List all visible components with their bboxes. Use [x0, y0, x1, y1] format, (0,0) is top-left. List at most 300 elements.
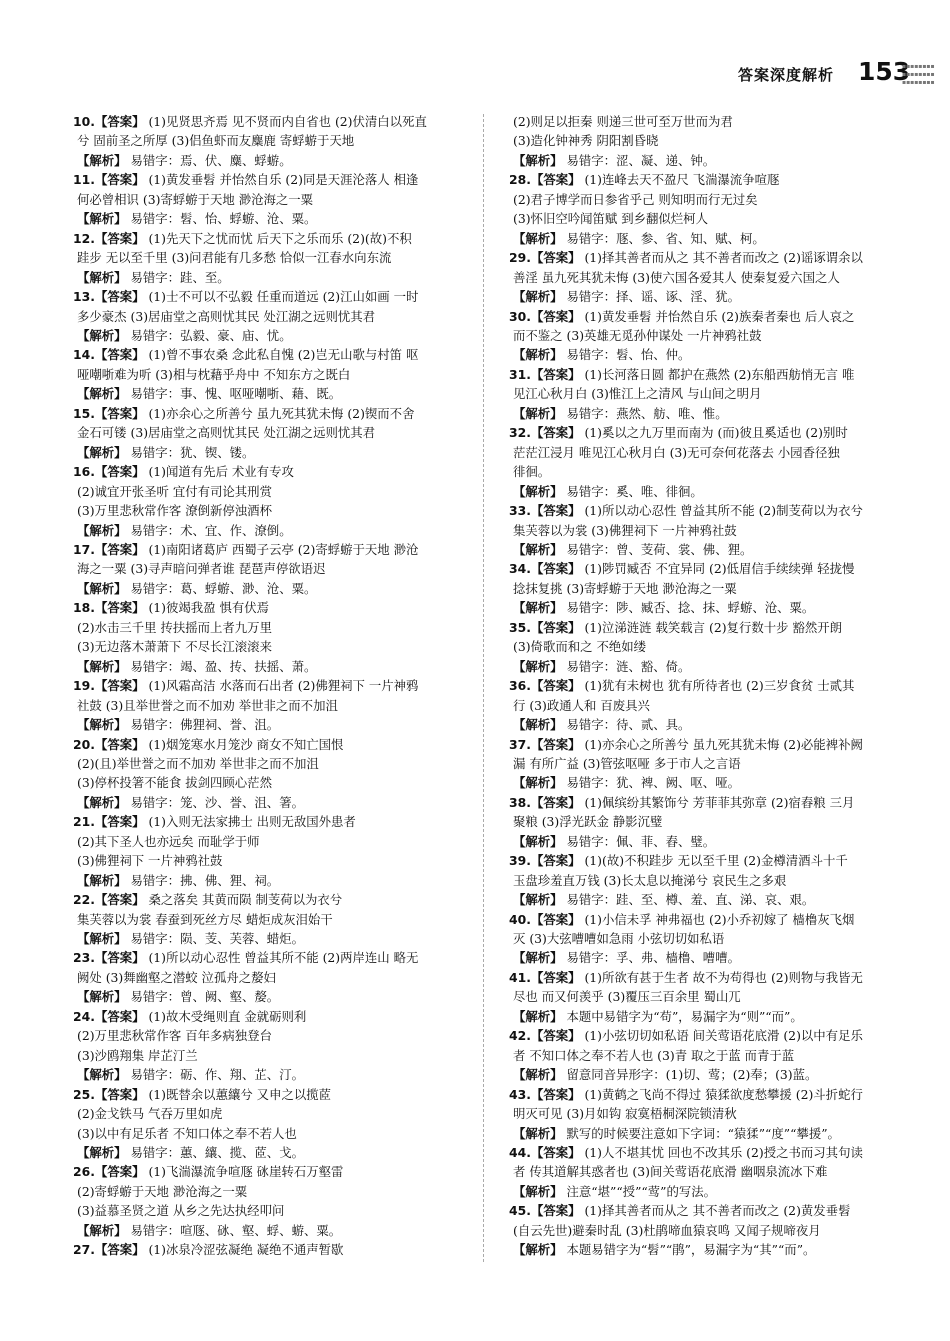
answer-text: 【答案】 (1)亦余心之所善兮 虽九死其犹未悔 (2)必能裨补阙	[530, 736, 863, 752]
question-number: 31.	[509, 366, 531, 382]
answer-text: 【答案】 (1)士不可以不弘毅 任重而道远 (2)江山如画 一时	[94, 289, 419, 305]
label-tag: 【答案】	[94, 678, 145, 694]
question-number: 19.	[73, 678, 95, 694]
continuation-line: 聚粮 (3)浮光跃金 静影沉璧	[513, 814, 663, 830]
label-tag: 【解析】	[77, 794, 127, 810]
label-tag: 【解析】	[77, 522, 127, 538]
continuation-line: 社鼓 (3)且举世誉之而不加劝 举世非之而不加沮	[77, 697, 338, 713]
answer-line	[509, 1026, 909, 1045]
answer-text: 【答案】 (1)黄发垂髫 并怡然自乐 (2)同是天涯沦落人 相逢	[94, 172, 419, 188]
label-tag: 【解析】	[77, 717, 127, 733]
label-tag: 【答案】	[94, 1164, 145, 1180]
label-tag: 【解析】	[513, 1067, 563, 1083]
explanation-text: 【解析】 本题中易错字为“苟”，易漏字为“则”“而”。	[513, 1008, 803, 1024]
label-tag: 【答案】	[530, 969, 581, 985]
explanation-text: 【解析】 易错字：髫、怡、仲。	[513, 347, 691, 363]
explanation-line	[73, 657, 473, 676]
answer-line	[73, 112, 473, 131]
explanation-text: 【解析】 易错字：曾、阙、壑、嫠。	[77, 989, 280, 1005]
continuation-line: 捻抹复挑 (3)寄蜉蝣于天地 渺沧海之一粟	[513, 580, 737, 596]
explanation-text: 【解析】 易错字：燕然、舫、唯、惟。	[513, 405, 728, 421]
answer-line	[73, 1240, 473, 1259]
right-column	[509, 112, 909, 1260]
label-tag: 【答案】	[530, 366, 581, 382]
explanation-line	[73, 871, 473, 890]
label-tag: 【解析】	[77, 1067, 127, 1083]
answer-line	[73, 1007, 473, 1026]
answer-text: 【答案】 (1)飞湍瀑流争喧豗 砯崖转石万壑雷	[94, 1164, 344, 1180]
label-tag: 【答案】	[94, 1242, 145, 1258]
answer-text: 【答案】 (1)连峰去天不盈尺 飞湍瀑流争喧豗	[530, 172, 780, 188]
question-number: 12.	[73, 230, 95, 246]
label-tag: 【答案】	[530, 1086, 581, 1102]
explanation-text: 【解析】 易错字：择、谣、诼、淫、犹。	[513, 289, 740, 305]
label-tag: 【答案】	[530, 561, 581, 577]
label-tag: 【解析】	[77, 658, 127, 674]
answer-line	[509, 793, 909, 812]
label-tag: 【答案】	[94, 464, 145, 480]
explanation-text: 【解析】 易错字：拂、佛、狸、祠。	[77, 872, 280, 888]
question-number: 40.	[509, 911, 531, 927]
answer-line	[509, 618, 909, 637]
question-number: 32.	[509, 425, 531, 441]
question-number: 34.	[509, 561, 531, 577]
answer-text: 【答案】 (1)既替余以蕙纕兮 又申之以揽茝	[94, 1086, 332, 1102]
label-tag: 【解析】	[513, 347, 563, 363]
label-tag: 【解析】	[513, 483, 563, 499]
explanation-line	[509, 1240, 909, 1259]
explanation-text: 【解析】 易错字：葛、蜉蝣、渺、沧、粟。	[77, 580, 317, 596]
explanation-text: 【解析】 易错字：犹、裨、阙、呕、哑。	[513, 775, 740, 791]
label-tag: 【答案】	[530, 172, 581, 188]
continuation-line: 而不鉴之 (3)英雄无觅孙仲谋处 一片神鸦社鼓	[513, 327, 762, 343]
answer-text: 【答案】 (1)亦余心之所善兮 虽九死其犹未悔 (2)锲而不舍	[94, 405, 415, 421]
label-tag: 【答案】	[530, 1145, 581, 1161]
answer-line	[509, 248, 909, 267]
continuation-line: 徘徊。	[513, 464, 551, 480]
continuation-line: 者 传其道解其惑者也 (3)间关莺语花底滑 幽咽泉流冰下难	[513, 1164, 828, 1180]
explanation-line	[73, 443, 473, 462]
label-tag: 【答案】	[94, 1008, 145, 1024]
answer-line	[73, 170, 473, 189]
label-tag: 【答案】	[94, 600, 145, 616]
explanation-text: 【解析】 易错字：涩、凝、递、钟。	[513, 152, 716, 168]
continuation-line: (3)益慕圣贤之道 从乡之先达执经叩问	[77, 1203, 285, 1219]
explanation-text: 【解析】 易错字：笼、沙、誉、沮、箸。	[77, 794, 304, 810]
label-tag: 【解析】	[513, 1183, 563, 1199]
answer-line	[73, 1085, 473, 1104]
answer-line	[73, 948, 473, 967]
answer-text: 【答案】 (1)入则无法家拂士 出则无敌国外患者	[94, 814, 356, 830]
explanation-line	[509, 229, 909, 248]
question-number: 27.	[73, 1242, 95, 1258]
explanation-line	[509, 287, 909, 306]
explanation-text: 【解析】 易错字：曾、芰荷、裳、佛、狸。	[513, 541, 753, 557]
explanation-text: 【解析】 易错字：蕙、纕、揽、茝、戈。	[77, 1145, 304, 1161]
question-number: 30.	[509, 308, 531, 324]
answer-line	[509, 676, 909, 695]
explanation-line	[73, 1065, 473, 1084]
explanation-line	[73, 987, 473, 1006]
answer-text: 【答案】 (1)曾不事农桑 念此私自愧 (2)岂无山歌与村笛 呕	[94, 347, 419, 363]
label-tag: 【解析】	[513, 658, 563, 674]
answer-text: 【答案】 (1)所以动心忍性 曾益其所不能 (2)两岸连山 略无	[94, 950, 419, 966]
continuation-line: (3)佛狸祠下 一片神鸦社鼓	[77, 853, 223, 869]
label-tag: 【答案】	[94, 114, 145, 129]
question-number: 26.	[73, 1164, 95, 1180]
answer-line	[509, 968, 909, 987]
explanation-line	[509, 345, 909, 364]
label-tag: 【答案】	[94, 736, 145, 752]
question-number: 22.	[73, 892, 95, 908]
explanation-line	[73, 384, 473, 403]
question-number: 21.	[73, 814, 95, 830]
continuation-line: (3)停杯投箸不能食 拔剑四顾心茫然	[77, 775, 272, 791]
explanation-text: 【解析】 易错字：豗、参、省、知、赋、柯。	[513, 230, 765, 246]
label-tag: 【解析】	[513, 717, 563, 733]
explanation-line	[73, 1143, 473, 1162]
left-column	[73, 112, 473, 1260]
answer-text: 【答案】 (1)(故)不积跬步 无以至千里 (2)金樽清酒斗十千	[530, 853, 848, 869]
label-tag: 【答案】	[530, 678, 581, 694]
answer-line	[509, 851, 909, 870]
continuation-line: (2)寄蜉蝣于天地 渺沧海之一粟	[77, 1183, 248, 1199]
continuation-line: 行 (3)政通人和 百废具兴	[513, 697, 650, 713]
answer-line	[73, 812, 473, 831]
explanation-line	[509, 657, 909, 676]
explanation-text: 【解析】 本题易错字为“髫”“鹃”，易漏字为“其”“而”。	[513, 1242, 816, 1258]
label-tag: 【解析】	[513, 775, 563, 791]
question-number: 15.	[73, 405, 95, 421]
label-tag: 【解析】	[77, 1145, 127, 1161]
continuation-line: (3)怀旧空吟闻笛赋 到乡翻似烂柯人	[513, 211, 708, 227]
answer-line	[73, 462, 473, 481]
continuation-line: (3)倚歌而和之 不绝如缕	[513, 639, 647, 655]
label-tag: 【解析】	[77, 872, 127, 888]
question-number: 14.	[73, 347, 95, 363]
question-number: 42.	[509, 1028, 531, 1044]
label-tag: 【答案】	[94, 172, 145, 188]
question-number: 23.	[73, 950, 95, 966]
question-number: 36.	[509, 678, 531, 694]
continuation-line: 海之一粟 (3)寻声暗问弹者谁 琵琶声停欲语迟	[77, 561, 326, 577]
explanation-text: 【解析】 易错字：竭、盈、抟、扶摇、萧。	[77, 658, 317, 674]
question-number: 39.	[509, 853, 531, 869]
question-number: 37.	[509, 736, 531, 752]
label-tag: 【答案】	[94, 892, 145, 908]
column-divider	[483, 114, 484, 1262]
answer-line	[73, 287, 473, 306]
label-tag: 【答案】	[530, 1203, 581, 1219]
label-tag: 【解析】	[513, 1242, 563, 1258]
label-tag: 【解析】	[513, 1125, 563, 1141]
answer-text: 【答案】 (1)泣涕涟涟 载笑载言 (2)复行数十步 豁然开朗	[530, 619, 843, 635]
continuation-line: 哑嘲哳难为听 (3)相与枕藉乎舟中 不知东方之既白	[77, 366, 351, 382]
label-tag: 【答案】	[530, 250, 581, 266]
header-decoration: ▪▪▪▪▪▪▪▪ ▪▪▪▪▪▪▪▪ ▪▪▪▪▪▪▪▪	[902, 63, 935, 86]
label-tag: 【答案】	[94, 230, 145, 246]
answer-text: 【答案】 (1)南阳诸葛庐 西蜀子云亭 (2)寄蜉蝣于天地 渺沧	[94, 541, 419, 557]
explanation-text: 【解析】 易错字：髫、怡、蜉蝣、沧、粟。	[77, 211, 317, 227]
explanation-line	[509, 948, 909, 967]
continuation-line: (3)以中有足乐者 不知口体之奉不若人也	[77, 1125, 297, 1141]
answer-line	[509, 1143, 909, 1162]
explanation-line	[509, 151, 909, 170]
question-number: 25.	[73, 1086, 95, 1102]
explanation-line	[509, 404, 909, 423]
answer-line	[509, 735, 909, 754]
explanation-line	[509, 1065, 909, 1084]
explanation-text: 【解析】 易错字：弘毅、豪、庙、忧。	[77, 327, 292, 343]
answer-line	[73, 229, 473, 248]
label-tag: 【答案】	[530, 425, 581, 441]
explanation-text: 【解析】 易错字：焉、伏、麋、蜉蝣。	[77, 152, 292, 168]
label-tag: 【答案】	[94, 541, 145, 557]
answer-line	[509, 307, 909, 326]
answer-text: 【答案】 (1)所以动心忍性 曾益其所不能 (2)制芰荷以为衣兮	[530, 503, 863, 519]
label-tag: 【答案】	[94, 347, 145, 363]
answer-text: 【答案】 (1)小弦切切如私语 间关莺语花底滑 (2)以中有足乐	[530, 1028, 863, 1044]
label-tag: 【解析】	[77, 386, 127, 402]
answer-text: 【答案】 (1)烟笼寒水月笼沙 商女不知亡国恨	[94, 736, 344, 752]
answer-text: 【答案】 (1)人不堪其忧 回也不改其乐 (2)授之书而习其句读	[530, 1145, 863, 1161]
explanation-text: 【解析】 易错字：砺、作、翔、芷、汀。	[77, 1067, 304, 1083]
label-tag: 【答案】	[530, 794, 581, 810]
explanation-text: 【解析】 易错字：涟、豁、倚。	[513, 658, 691, 674]
answer-line	[509, 501, 909, 520]
answer-line	[73, 540, 473, 559]
section-title: 答案深度解析	[738, 66, 835, 84]
explanation-text: 【解析】 易错字：事、愧、呕哑嘲哳、藉、既。	[77, 386, 342, 402]
question-number: 33.	[509, 503, 531, 519]
explanation-line	[509, 773, 909, 792]
continuation-line: (2)金戈铁马 气吞万里如虎	[77, 1106, 223, 1122]
explanation-text: 【解析】 易错字：术、宜、作、潦倒。	[77, 522, 292, 538]
answer-line	[73, 735, 473, 754]
continuation-line: 善淫 虽九死其犹未悔 (3)使六国各爱其人 使秦复爱六国之人	[513, 269, 840, 285]
answer-text: 【答案】 (1)佩缤纷其繁饰兮 芳菲菲其弥章 (2)宿舂粮 三月	[530, 794, 855, 810]
question-number: 20.	[73, 736, 95, 752]
label-tag: 【解析】	[77, 931, 127, 947]
explanation-line	[73, 793, 473, 812]
continuation-line: (2)君子博学而日参省乎己 则知明而行无过矣	[513, 191, 758, 207]
page-header	[0, 56, 950, 96]
explanation-text: 【解析】 易错字：喧豗、砯、壑、蜉、蝣、粟。	[77, 1222, 342, 1238]
label-tag: 【解析】	[77, 327, 127, 343]
answer-text: 【答案】 (1)冰泉冷涩弦凝绝 凝绝不通声暂歇	[94, 1242, 344, 1258]
continuation-line: (2)则足以拒秦 则递三世可至万世而为君	[513, 114, 733, 129]
label-tag: 【答案】	[530, 503, 581, 519]
answer-text: 【答案】 (1)闻道有先后 术业有专攻	[94, 464, 294, 480]
label-tag: 【答案】	[94, 405, 145, 421]
answer-line	[509, 559, 909, 578]
continuation-line: 明灭可见 (3)月如钩 寂寞梧桐深院锁清秋	[513, 1106, 737, 1122]
answer-line	[73, 1162, 473, 1181]
label-tag: 【答案】	[530, 619, 581, 635]
explanation-text: 【解析】 易错字：孚、弗、樯橹、嘈嘈。	[513, 950, 740, 966]
explanation-line	[509, 1007, 909, 1026]
label-tag: 【解析】	[513, 541, 563, 557]
question-number: 17.	[73, 541, 95, 557]
continuation-line: (2)万里悲秋常作客 百年多病独登台	[77, 1028, 272, 1044]
answer-text: 【答案】 (1)故木受绳则直 金就砺则利	[94, 1008, 307, 1024]
answer-text: 【答案】 桑之落矣 其黄而陨 制芰荷以为衣兮	[94, 892, 343, 908]
answer-line	[509, 170, 909, 189]
continuation-line: (2)诚宜开张圣听 宜付有司论其刑赏	[77, 483, 272, 499]
answer-line	[73, 676, 473, 695]
question-number: 24.	[73, 1008, 95, 1024]
answer-text: 【答案】 (1)所欲有甚于生者 故不为苟得也 (2)则物与我皆无	[530, 969, 863, 985]
continuation-line: (3)沙鸥翔集 岸芷汀兰	[77, 1047, 198, 1063]
label-tag: 【解析】	[77, 444, 127, 460]
explanation-line	[73, 715, 473, 734]
label-tag: 【答案】	[530, 853, 581, 869]
answer-text: 【答案】 (1)风霜高洁 水落而石出者 (2)佛狸祠下 一片神鸦	[94, 678, 419, 694]
explanation-text: 【解析】 易错字：待、贰、具。	[513, 717, 691, 733]
explanation-line	[73, 151, 473, 170]
explanation-line	[509, 832, 909, 851]
question-number: 16.	[73, 464, 95, 480]
question-number: 41.	[509, 969, 531, 985]
label-tag: 【答案】	[94, 950, 145, 966]
label-tag: 【解析】	[513, 230, 563, 246]
question-number: 43.	[509, 1086, 531, 1102]
continuation-line: 尽也 而又何羡乎 (3)覆压三百余里 蜀山兀	[513, 989, 741, 1005]
explanation-line	[73, 1221, 473, 1240]
continuation-line: 者 不知口体之奉不若人也 (3)青 取之于蓝 而青于蓝	[513, 1047, 795, 1063]
label-tag: 【解析】	[513, 950, 563, 966]
explanation-line	[509, 1124, 909, 1143]
explanation-line	[509, 482, 909, 501]
explanation-text: 【解析】 默写的时候要注意如下字词：“猿猱”“度”“攀援”。	[513, 1125, 840, 1141]
label-tag: 【解析】	[513, 1008, 563, 1024]
label-tag: 【解析】	[513, 600, 563, 616]
continuation-line: 集芙蓉以为裳 春蚕到死丝方尽 蜡炬成灰泪始干	[77, 911, 333, 927]
explanation-text: 【解析】 易错字：奚、唯、徘徊。	[513, 483, 703, 499]
answer-text: 【答案】 (1)犹有未树也 犹有所待者也 (2)三岁食贫 士贰其	[530, 678, 855, 694]
continuation-line: 玉盘珍羞直万钱 (3)长太息以掩涕兮 哀民生之多艰	[513, 872, 787, 888]
continuation-line: (3)万里悲秋常作客 潦倒新停浊酒杯	[77, 503, 272, 519]
answer-line	[509, 1201, 909, 1220]
continuation-line: 多少豪杰 (3)居庙堂之高则忧其民 处江湖之远则忧其君	[77, 308, 376, 324]
answer-text: 【答案】 (1)长河落日圆 都护在燕然 (2)东船西舫悄无言 唯	[530, 366, 855, 382]
label-tag: 【解析】	[77, 152, 127, 168]
question-number: 18.	[73, 600, 95, 616]
explanation-line	[509, 1182, 909, 1201]
explanation-line	[509, 890, 909, 909]
continuation-line: (自云先世)避秦时乱 (3)杜鹃啼血猿哀鸣 又闻子规啼夜月	[513, 1222, 821, 1238]
explanation-line	[73, 268, 473, 287]
answer-text: 【答案】 (1)奚以之九万里而南为 (而)彼且奚适也 (2)别时	[530, 425, 848, 441]
continuation-line: (3)无边落木萧萧下 不尽长江滚滚来	[77, 639, 272, 655]
explanation-line	[73, 209, 473, 228]
label-tag: 【解析】	[77, 1222, 127, 1238]
label-tag: 【解析】	[77, 580, 127, 596]
explanation-text: 【解析】 易错字：佩、菲、舂、璧。	[513, 833, 716, 849]
answer-text: 【答案】 (1)择其善者而从之 其不善者而改之 (2)谣诼谓余以	[530, 250, 863, 266]
continuation-line: 集芙蓉以为裳 (3)佛狸祠下 一片神鸦社鼓	[513, 522, 737, 538]
label-tag: 【解析】	[513, 833, 563, 849]
label-tag: 【解析】	[77, 211, 127, 227]
answer-line	[509, 365, 909, 384]
continuation-line: 跬步 无以至千里 (3)问君能有几多愁 恰似一江春水向东流	[77, 250, 392, 266]
explanation-line	[73, 929, 473, 948]
explanation-text: 【解析】 易错字：跬、至、樽、羞、直、涕、哀、艰。	[513, 892, 815, 908]
question-number: 44.	[509, 1145, 531, 1161]
continuation-line: 兮 固前圣之所厚 (3)侣鱼虾而友麋鹿 寄蜉蝣于天地	[77, 133, 355, 149]
answer-line	[73, 404, 473, 423]
label-tag: 【解析】	[513, 289, 563, 305]
continuation-line: 灭 (3)大弦嘈嘈如急雨 小弦切切如私语	[513, 931, 725, 947]
question-number: 45.	[509, 1203, 531, 1219]
continuation-line: 茫茫江浸月 唯见江心秋月白 (3)无可奈何花落去 小园香径独	[513, 444, 840, 460]
label-tag: 【答案】	[530, 308, 581, 324]
explanation-text: 【解析】 易错字：跬、至。	[77, 269, 230, 285]
explanation-text: 【解析】 易错字：陟、臧否、捻、抹、蜉蝣、沧、粟。	[513, 600, 815, 616]
question-number: 35.	[509, 619, 531, 635]
question-number: 28.	[509, 172, 531, 188]
label-tag: 【解析】	[513, 152, 563, 168]
explanation-line	[509, 715, 909, 734]
question-number: 11.	[73, 172, 95, 188]
answer-text: 【答案】 (1)择其善者而从之 其不善者而改之 (2)黄发垂髫	[530, 1203, 851, 1219]
continuation-line: (2)(且)举世誉之而不加劝 举世非之而不加沮	[77, 755, 319, 771]
continuation-line: 阙处 (3)舞幽壑之潜蛟 泣孤舟之嫠妇	[77, 969, 276, 985]
answer-text: 【答案】 (1)黄发垂髫 并怡然自乐 (2)族秦者秦也 后人哀之	[530, 308, 855, 324]
continuation-line: 见江心秋月白 (3)惟江上之清风 与山间之明月	[513, 386, 762, 402]
label-tag: 【解析】	[513, 405, 563, 421]
label-tag: 【答案】	[530, 911, 581, 927]
continuation-line: 何必曾相识 (3)寄蜉蝣于天地 渺沧海之一粟	[77, 191, 314, 207]
explanation-line	[73, 326, 473, 345]
explanation-line	[509, 540, 909, 559]
continuation-line: 金石可镂 (3)居庙堂之高则忧其民 处江湖之远则忧其君	[77, 425, 376, 441]
answer-line	[73, 345, 473, 364]
answer-line	[509, 1085, 909, 1104]
answer-line	[73, 598, 473, 617]
explanation-text: 【解析】 注意“堪”“授”“莺”的写法。	[513, 1183, 717, 1199]
page-number: 153	[858, 57, 911, 86]
label-tag: 【解析】	[77, 269, 127, 285]
answer-text: 【答案】 (1)小信未孚 神弗福也 (2)小乔初嫁了 樯橹灰飞烟	[530, 911, 855, 927]
continuation-line: 漏 有所广益 (3)管弦呕哑 多于市人之言语	[513, 755, 741, 771]
question-number: 10.	[73, 114, 95, 129]
label-tag: 【答案】	[94, 1086, 145, 1102]
explanation-text: 【解析】 易错字：犹、锲、镂。	[77, 444, 255, 460]
answer-line	[509, 423, 909, 442]
continuation-line: (2)其下圣人也亦远矣 而耻学于师	[77, 833, 260, 849]
question-number: 13.	[73, 289, 95, 305]
continuation-line: (2)水击三千里 抟扶摇而上者九万里	[77, 619, 272, 635]
label-tag: 【答案】	[530, 736, 581, 752]
answer-text: 【答案】 (1)先天下之忧而忧 后天下之乐而乐 (2)(故)不积	[94, 230, 412, 246]
answer-text: 【答案】 (1)彼竭我盈 惧有伏焉	[94, 600, 270, 616]
continuation-line: (3)造化钟神秀 阴阳割昏晓	[513, 133, 659, 149]
label-tag: 【答案】	[94, 289, 145, 305]
explanation-line	[509, 598, 909, 617]
question-number: 29.	[509, 250, 531, 266]
explanation-line	[73, 521, 473, 540]
explanation-text: 【解析】 留意同音异形字：(1)切、莺；(2)奉；(3)蓝。	[513, 1067, 818, 1083]
answer-text: 【答案】 (1)见贤思齐焉 见不贤而内自省也 (2)伏清白以死直	[94, 114, 427, 129]
label-tag: 【答案】	[94, 814, 145, 830]
explanation-text: 【解析】 易错字：陨、芰、芙蓉、蜡炬。	[77, 931, 304, 947]
label-tag: 【解析】	[513, 892, 563, 908]
explanation-line	[73, 579, 473, 598]
answer-text: 【答案】 (1)陟罚臧否 不宜异同 (2)低眉信手续续弹 轻拢慢	[530, 561, 855, 577]
label-tag: 【解析】	[77, 989, 127, 1005]
explanation-text: 【解析】 易错字：佛狸祠、誉、沮。	[77, 717, 280, 733]
